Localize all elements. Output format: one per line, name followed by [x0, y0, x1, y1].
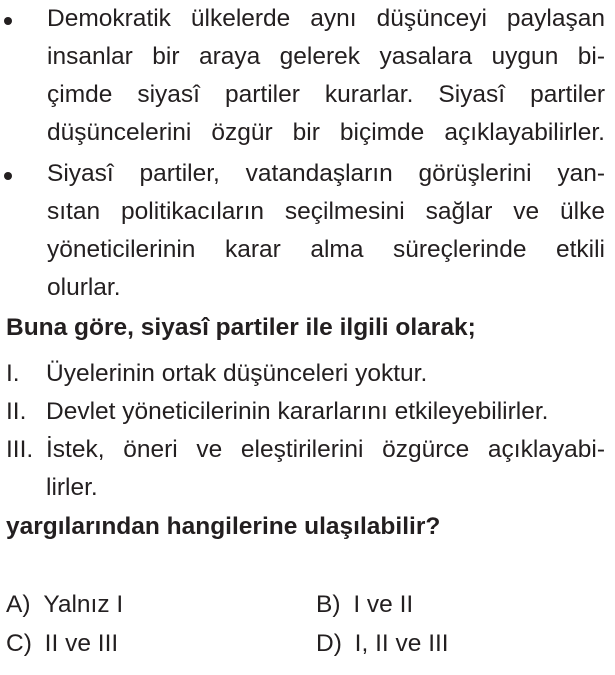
- option-letter: C): [6, 630, 32, 657]
- bullet-1-line-3: çimde siyasî partiler kurarlar. Siyasî partiler: [47, 81, 605, 108]
- option-d[interactable]: [316, 625, 449, 663]
- bullet-2-line-2: sıtan politikacıların seçilmesini sağlar ve ülke: [47, 198, 605, 225]
- option-letter: A): [6, 591, 31, 618]
- statement-numeral: II.: [6, 398, 27, 425]
- statement-text: Üyelerinin ortak düşünceleri yoktur.: [46, 360, 428, 387]
- question-stem: Buna göre, siyasî partiler ile ilgili olarak;: [6, 314, 476, 341]
- bullet-2-line-4: olurlar.: [47, 274, 121, 301]
- bullet-2-line-3: yöneticilerinin karar alma süreçlerinde etkili: [47, 236, 605, 263]
- option-letter: B): [316, 591, 341, 618]
- option-letter: D): [316, 630, 342, 657]
- bullet-1-line-2: insanlar bir araya gelerek yasalara uygun bi-: [47, 43, 605, 70]
- option-b[interactable]: [316, 586, 413, 624]
- option-text: I, II ve III: [354, 630, 449, 657]
- statement-text: İstek, öneri ve eleştirilerini özgürce açıklayabi-: [46, 436, 605, 463]
- statement-numeral: I.: [6, 360, 20, 387]
- statement-text: Devlet yöneticilerinin kararlarını etkileyebilirler.: [46, 398, 549, 425]
- option-a[interactable]: [6, 586, 123, 624]
- option-text: II ve III: [44, 630, 119, 657]
- bullet-dot-icon: [4, 17, 12, 25]
- option-text: I ve II: [353, 591, 414, 618]
- statement-text-continued: lirler.: [46, 474, 98, 501]
- option-text: Yalnız I: [43, 591, 124, 618]
- bullet-1-line-1: Demokratik ülkelerde aynı düşünceyi paylaşan: [47, 5, 605, 32]
- option-c[interactable]: [6, 625, 118, 663]
- bullet-1-line-4: düşüncelerini özgür bir biçimde açıklayabilirler.: [47, 119, 605, 146]
- statement-numeral: III.: [6, 436, 34, 463]
- question-end: yargılarından hangilerine ulaşılabilir?: [6, 513, 441, 540]
- bullet-2-line-1: Siyasî partiler, vatandaşların görüşlerini yan-: [47, 160, 605, 187]
- bullet-dot-icon: [4, 172, 12, 180]
